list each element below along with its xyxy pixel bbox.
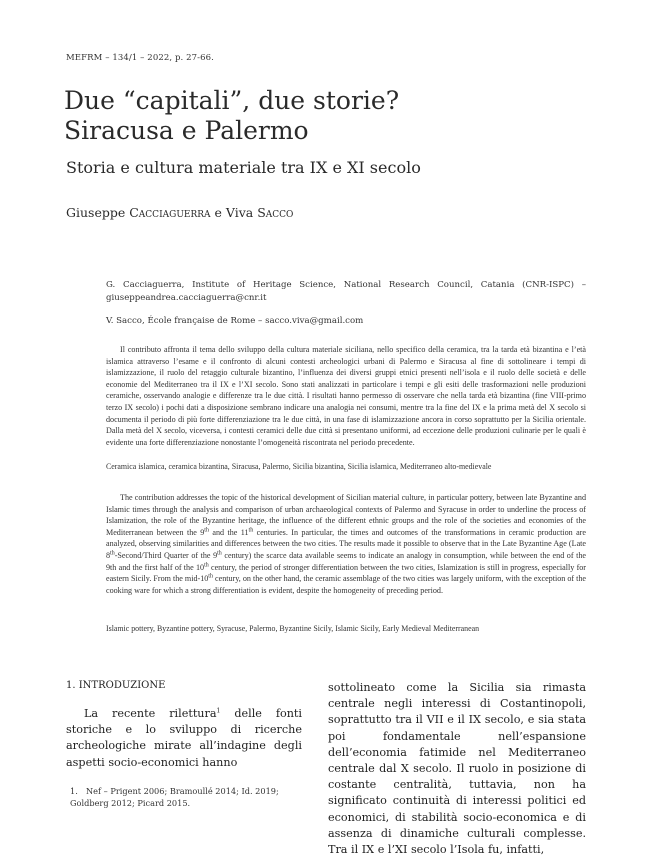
keywords-english: Islamic pottery, Byzantine pottery, Syracuse, Palermo, Byzantine Sicily, Islamic Sicily, Early Medieval Mediterranean [106,624,480,633]
authors-conjunction: e [214,205,222,220]
author-1-last-name: Cacciaguerra [129,205,211,220]
title-line-1: Due “capitali”, due storie? [64,86,400,115]
section-heading: 1. INTRODUZIONE [66,680,166,691]
body-right-column [328,680,586,858]
abstract-english-text: The contribution addresses the topic of the historical development of Sicilian material culture, in particular pottery, between late Byzantine and Islamic times through the analysis and comparison of urban archaeological contexts of Palermo and Syracuse in order to underline the process of Islamization, the role of the Byzantine heritage, the influence of the different ethnic groups and the role of the societies and economies of the Mediterranean between the 9th and the 11th centuries. In particular, the times and outcomes of the transformations in ceramic production are analyzed, observing similarities and differences between the two cities. The results made it possible to observe that in the Late Byzantine Age (Late 8th-Second/Third Quarter of the 9th century) the scarce data available seems to indicate an analogy in consumption, while between the end of the 9th and the first half of the 10th century, the period of stronger differentiation between the two cities, Islamization is still in progress, especially for eastern Sicily. From the mid-10th century, on the other hand, the ceramic assemblage of the two cities was largely uniform, with the exception of the cooking ware for which a strong differentiation is evident, despite the homogeneity of preceding period. [106,493,587,595]
journal-reference: MEFRM – 134/1 – 2022, p. 27-66. [66,53,214,63]
authors-line [66,205,293,220]
abstract-italian-text: Il contributo affronta il tema dello sviluppo della cultura materiale siciliana, nello specifico della ceramica, tra la tarda età bizantina e l’età islamica attraverso l’esame e il confronto di alcuni contesti archeologici urbani di Palermo e Siracusa al fine di sottolineare i tempi di islamizzazione, il ruolo del retaggio culturale bizantino, l’influenza dei diversi gruppi etnici presenti nell’isola e il ruolo delle società e delle economie del Mediterraneo tra il IX e l’XI secolo. Sono stati analizzati in particolare i tempi e gli esiti delle trasformazioni nelle produzioni ceramiche, osservando analogie e differenze tra le due città. I risultati hanno permesso di osservare che nella tarda età bizantina (fine VIII-primo terzo IX secolo) i pochi dati a disposizione sembrano indicare una analogia nei consumi, mentre tra la fine del IX e la prima metà del X secolo si documenta il periodo di più forte differenziazione tra le due città, in una fase di islamizzazione ancora in corso soprattutto per la Sicilia orientale. Dalla metà del X secolo, viceversa, i contesti ceramici delle due città si presentano uniformi, ad eccezione delle produzioni culinarie per le quali è evidente una forte differenziazione nonostante l’omogeneità riscontrata nel periodo precedente. [106,345,586,447]
body-paragraph-continued: sottolineato come la Sicilia sia rimasta centrale negli interessi di Costantinopoli, soprattutto tra il VII e il IX secolo, e sia stata poi fondamentale nell’espansione dell’economia fatimide nel Mediterraneo centrale dal X secolo. Il ruolo in posizione di costante centralità, tuttavia, non ha significato continuità di interessi politici ed economici, di stabilità socio-economica e di assenza di dinamiche culturali complesse. Tra il IX e l’XI secolo l’Isola fu, infatti, [328,681,586,857]
footnote-number: 1. [70,786,78,796]
footnote [70,786,302,809]
title-line-2: Siracusa e Palermo [64,116,309,145]
article-title [64,86,399,146]
author-2-last-name: Sacco [257,205,294,220]
abstract-english [106,492,586,596]
keywords-italian: Ceramica islamica, ceramica bizantina, Siracusa, Palermo, Sicilia bizantina, Sicilia islamica, Mediterraneo alto-medievale [106,462,492,471]
author-2-first-name: Viva [225,205,254,220]
body-left-column [66,706,302,771]
body-paragraph: La recente rilettura$^1$ delle fonti storiche e lo sviluppo di ricerche archeologiche mirate all’indagine degli aspetti socio-economici hanno [66,707,303,769]
affiliation-2: V. Sacco, École française de Rome – sacco.viva@gmail.com [106,316,364,326]
affiliation-1: G. Cacciaguerra, Institute of Heritage Science, National Research Council, Catania (CNR-ISPC) – giuseppeandrea.cacciaguerra@cnr.it [106,280,586,303]
article-subtitle: Storia e cultura materiale tra IX e XI secolo [66,158,421,177]
footnote-text: Nef – Prigent 2006; Bramoullé 2014; Id. 2019; Goldberg 2012; Picard 2015. [70,786,279,808]
abstract-italian [106,344,586,448]
footnote-reference[interactable]: 1 [216,707,221,715]
author-1-first-name: Giuseppe [66,205,126,220]
